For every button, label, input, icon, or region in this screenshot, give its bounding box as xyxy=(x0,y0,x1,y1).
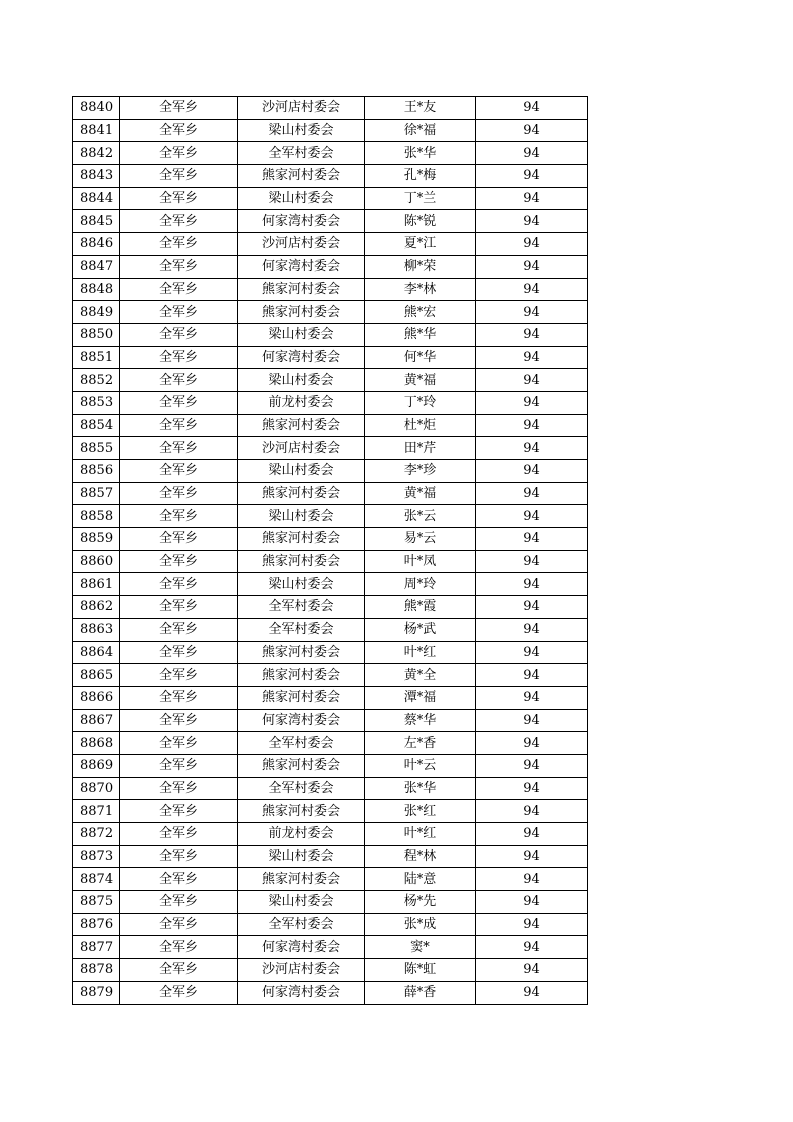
township-cell: 全军乡 xyxy=(120,800,238,823)
record-id-cell: 8876 xyxy=(73,913,120,936)
township-cell: 全军乡 xyxy=(120,686,238,709)
table-row xyxy=(73,959,588,982)
township-cell: 全军乡 xyxy=(120,913,238,936)
table-row xyxy=(73,754,588,777)
person-name-cell: 周*玲 xyxy=(365,573,476,596)
record-id-cell: 8851 xyxy=(73,346,120,369)
village-committee-cell: 熊家河村委会 xyxy=(238,664,365,687)
record-id-cell: 8845 xyxy=(73,210,120,233)
village-committee-cell: 何家湾村委会 xyxy=(238,936,365,959)
township-cell: 全军乡 xyxy=(120,550,238,573)
township-cell: 全军乡 xyxy=(120,346,238,369)
village-committee-cell: 梁山村委会 xyxy=(238,460,365,483)
score-cell: 94 xyxy=(476,936,588,959)
table-row xyxy=(73,732,588,755)
village-committee-cell: 熊家河村委会 xyxy=(238,301,365,324)
table-row xyxy=(73,323,588,346)
person-name-cell: 杜*炬 xyxy=(365,414,476,437)
person-name-cell: 熊*霞 xyxy=(365,596,476,619)
village-committee-cell: 何家湾村委会 xyxy=(238,255,365,278)
record-id-cell: 8878 xyxy=(73,959,120,982)
record-id-cell: 8848 xyxy=(73,278,120,301)
village-committee-cell: 何家湾村委会 xyxy=(238,210,365,233)
village-committee-cell: 梁山村委会 xyxy=(238,323,365,346)
record-id-cell: 8869 xyxy=(73,754,120,777)
village-committee-cell: 梁山村委会 xyxy=(238,119,365,142)
township-cell: 全军乡 xyxy=(120,573,238,596)
village-committee-cell: 熊家河村委会 xyxy=(238,800,365,823)
person-name-cell: 薛*香 xyxy=(365,981,476,1004)
table-row xyxy=(73,709,588,732)
township-cell: 全军乡 xyxy=(120,414,238,437)
person-name-cell: 张*云 xyxy=(365,505,476,528)
record-id-cell: 8875 xyxy=(73,891,120,914)
township-cell: 全军乡 xyxy=(120,641,238,664)
township-cell: 全军乡 xyxy=(120,596,238,619)
score-cell: 94 xyxy=(476,959,588,982)
person-name-cell: 叶*红 xyxy=(365,823,476,846)
table-row xyxy=(73,868,588,891)
table-row xyxy=(73,165,588,188)
score-cell: 94 xyxy=(476,732,588,755)
table-row xyxy=(73,187,588,210)
village-committee-cell: 熊家河村委会 xyxy=(238,165,365,188)
record-id-cell: 8870 xyxy=(73,777,120,800)
score-cell: 94 xyxy=(476,618,588,641)
score-cell: 94 xyxy=(476,913,588,936)
record-id-cell: 8863 xyxy=(73,618,120,641)
person-name-cell: 田*芹 xyxy=(365,437,476,460)
record-id-cell: 8864 xyxy=(73,641,120,664)
township-cell: 全军乡 xyxy=(120,528,238,551)
score-cell: 94 xyxy=(476,891,588,914)
township-cell: 全军乡 xyxy=(120,618,238,641)
table-row xyxy=(73,97,588,120)
record-id-cell: 8874 xyxy=(73,868,120,891)
village-committee-cell: 梁山村委会 xyxy=(238,891,365,914)
score-cell: 94 xyxy=(476,97,588,120)
score-cell: 94 xyxy=(476,119,588,142)
score-cell: 94 xyxy=(476,641,588,664)
village-committee-cell: 梁山村委会 xyxy=(238,505,365,528)
score-cell: 94 xyxy=(476,187,588,210)
village-committee-cell: 熊家河村委会 xyxy=(238,482,365,505)
table-row xyxy=(73,346,588,369)
village-committee-cell: 熊家河村委会 xyxy=(238,686,365,709)
village-committee-cell: 熊家河村委会 xyxy=(238,550,365,573)
record-id-cell: 8846 xyxy=(73,233,120,256)
score-cell: 94 xyxy=(476,868,588,891)
table-row xyxy=(73,528,588,551)
record-id-cell: 8855 xyxy=(73,437,120,460)
township-cell: 全军乡 xyxy=(120,460,238,483)
table-row xyxy=(73,142,588,165)
village-committee-cell: 全军村委会 xyxy=(238,596,365,619)
record-id-cell: 8862 xyxy=(73,596,120,619)
score-cell: 94 xyxy=(476,210,588,233)
township-cell: 全军乡 xyxy=(120,142,238,165)
table-row xyxy=(73,505,588,528)
village-committee-cell: 前龙村委会 xyxy=(238,391,365,414)
table-row xyxy=(73,777,588,800)
person-name-cell: 张*成 xyxy=(365,913,476,936)
score-cell: 94 xyxy=(476,233,588,256)
record-id-cell: 8841 xyxy=(73,119,120,142)
person-name-cell: 丁*玲 xyxy=(365,391,476,414)
data-table xyxy=(72,96,588,1005)
person-name-cell: 柳*荣 xyxy=(365,255,476,278)
township-cell: 全军乡 xyxy=(120,119,238,142)
score-cell: 94 xyxy=(476,323,588,346)
township-cell: 全军乡 xyxy=(120,732,238,755)
table-row xyxy=(73,936,588,959)
table-row xyxy=(73,573,588,596)
person-name-cell: 张*红 xyxy=(365,800,476,823)
person-name-cell: 黄*福 xyxy=(365,369,476,392)
table-row xyxy=(73,641,588,664)
township-cell: 全军乡 xyxy=(120,664,238,687)
score-cell: 94 xyxy=(476,664,588,687)
score-cell: 94 xyxy=(476,165,588,188)
table-row xyxy=(73,800,588,823)
township-cell: 全军乡 xyxy=(120,823,238,846)
village-committee-cell: 熊家河村委会 xyxy=(238,868,365,891)
table-row xyxy=(73,301,588,324)
person-name-cell: 叶*凤 xyxy=(365,550,476,573)
township-cell: 全军乡 xyxy=(120,165,238,188)
person-name-cell: 张*华 xyxy=(365,142,476,165)
score-cell: 94 xyxy=(476,800,588,823)
table-row xyxy=(73,119,588,142)
record-id-cell: 8866 xyxy=(73,686,120,709)
person-name-cell: 叶*红 xyxy=(365,641,476,664)
record-id-cell: 8842 xyxy=(73,142,120,165)
person-name-cell: 潭*福 xyxy=(365,686,476,709)
record-id-cell: 8879 xyxy=(73,981,120,1004)
village-committee-cell: 何家湾村委会 xyxy=(238,709,365,732)
table-row xyxy=(73,845,588,868)
person-name-cell: 窦* xyxy=(365,936,476,959)
village-committee-cell: 沙河店村委会 xyxy=(238,959,365,982)
score-cell: 94 xyxy=(476,437,588,460)
table-row xyxy=(73,391,588,414)
person-name-cell: 陈*锐 xyxy=(365,210,476,233)
township-cell: 全军乡 xyxy=(120,868,238,891)
record-id-cell: 8873 xyxy=(73,845,120,868)
score-cell: 94 xyxy=(476,573,588,596)
village-committee-cell: 梁山村委会 xyxy=(238,187,365,210)
record-id-cell: 8859 xyxy=(73,528,120,551)
township-cell: 全军乡 xyxy=(120,754,238,777)
record-id-cell: 8861 xyxy=(73,573,120,596)
village-committee-cell: 全军村委会 xyxy=(238,618,365,641)
person-name-cell: 熊*华 xyxy=(365,323,476,346)
score-cell: 94 xyxy=(476,142,588,165)
village-committee-cell: 熊家河村委会 xyxy=(238,414,365,437)
table-row xyxy=(73,233,588,256)
person-name-cell: 杨*武 xyxy=(365,618,476,641)
score-cell: 94 xyxy=(476,460,588,483)
township-cell: 全军乡 xyxy=(120,709,238,732)
table-row xyxy=(73,414,588,437)
table-row xyxy=(73,686,588,709)
village-committee-cell: 全军村委会 xyxy=(238,142,365,165)
township-cell: 全军乡 xyxy=(120,505,238,528)
person-name-cell: 王*友 xyxy=(365,97,476,120)
table-row xyxy=(73,278,588,301)
person-name-cell: 左*香 xyxy=(365,732,476,755)
village-committee-cell: 前龙村委会 xyxy=(238,823,365,846)
score-cell: 94 xyxy=(476,391,588,414)
score-cell: 94 xyxy=(476,505,588,528)
person-name-cell: 杨*先 xyxy=(365,891,476,914)
township-cell: 全军乡 xyxy=(120,369,238,392)
village-committee-cell: 熊家河村委会 xyxy=(238,641,365,664)
person-name-cell: 何*华 xyxy=(365,346,476,369)
village-committee-cell: 熊家河村委会 xyxy=(238,278,365,301)
score-cell: 94 xyxy=(476,301,588,324)
table-row xyxy=(73,913,588,936)
score-cell: 94 xyxy=(476,777,588,800)
person-name-cell: 陈*虹 xyxy=(365,959,476,982)
record-id-cell: 8853 xyxy=(73,391,120,414)
table-row xyxy=(73,482,588,505)
township-cell: 全军乡 xyxy=(120,845,238,868)
village-committee-cell: 熊家河村委会 xyxy=(238,528,365,551)
score-cell: 94 xyxy=(476,754,588,777)
person-name-cell: 张*华 xyxy=(365,777,476,800)
record-id-cell: 8871 xyxy=(73,800,120,823)
person-name-cell: 夏*江 xyxy=(365,233,476,256)
township-cell: 全军乡 xyxy=(120,936,238,959)
village-committee-cell: 全军村委会 xyxy=(238,777,365,800)
table-row xyxy=(73,981,588,1004)
score-cell: 94 xyxy=(476,550,588,573)
score-cell: 94 xyxy=(476,369,588,392)
record-id-cell: 8856 xyxy=(73,460,120,483)
record-id-cell: 8877 xyxy=(73,936,120,959)
record-id-cell: 8852 xyxy=(73,369,120,392)
township-cell: 全军乡 xyxy=(120,323,238,346)
person-name-cell: 熊*宏 xyxy=(365,301,476,324)
record-id-cell: 8849 xyxy=(73,301,120,324)
table-row xyxy=(73,891,588,914)
township-cell: 全军乡 xyxy=(120,97,238,120)
village-committee-cell: 沙河店村委会 xyxy=(238,233,365,256)
score-cell: 94 xyxy=(476,255,588,278)
score-cell: 94 xyxy=(476,823,588,846)
record-id-cell: 8865 xyxy=(73,664,120,687)
table-row xyxy=(73,210,588,233)
record-id-cell: 8872 xyxy=(73,823,120,846)
village-committee-cell: 全军村委会 xyxy=(238,913,365,936)
table-row xyxy=(73,437,588,460)
record-id-cell: 8857 xyxy=(73,482,120,505)
person-name-cell: 丁*兰 xyxy=(365,187,476,210)
record-id-cell: 8843 xyxy=(73,165,120,188)
record-id-cell: 8868 xyxy=(73,732,120,755)
record-id-cell: 8858 xyxy=(73,505,120,528)
township-cell: 全军乡 xyxy=(120,482,238,505)
table-row xyxy=(73,550,588,573)
person-name-cell: 李*林 xyxy=(365,278,476,301)
record-id-cell: 8867 xyxy=(73,709,120,732)
person-name-cell: 叶*云 xyxy=(365,754,476,777)
record-id-cell: 8860 xyxy=(73,550,120,573)
village-committee-cell: 沙河店村委会 xyxy=(238,97,365,120)
township-cell: 全军乡 xyxy=(120,255,238,278)
village-committee-cell: 梁山村委会 xyxy=(238,369,365,392)
township-cell: 全军乡 xyxy=(120,210,238,233)
score-cell: 94 xyxy=(476,346,588,369)
person-name-cell: 徐*福 xyxy=(365,119,476,142)
village-committee-cell: 沙河店村委会 xyxy=(238,437,365,460)
table-row xyxy=(73,369,588,392)
table-row xyxy=(73,664,588,687)
village-committee-cell: 梁山村委会 xyxy=(238,845,365,868)
score-cell: 94 xyxy=(476,278,588,301)
township-cell: 全军乡 xyxy=(120,981,238,1004)
person-name-cell: 蔡*华 xyxy=(365,709,476,732)
table-row xyxy=(73,255,588,278)
table-row xyxy=(73,596,588,619)
score-cell: 94 xyxy=(476,596,588,619)
table-row xyxy=(73,618,588,641)
township-cell: 全军乡 xyxy=(120,278,238,301)
record-id-cell: 8850 xyxy=(73,323,120,346)
record-id-cell: 8844 xyxy=(73,187,120,210)
person-name-cell: 李*珍 xyxy=(365,460,476,483)
township-cell: 全军乡 xyxy=(120,437,238,460)
township-cell: 全军乡 xyxy=(120,891,238,914)
table-row xyxy=(73,823,588,846)
village-committee-cell: 全军村委会 xyxy=(238,732,365,755)
score-cell: 94 xyxy=(476,482,588,505)
score-cell: 94 xyxy=(476,709,588,732)
score-cell: 94 xyxy=(476,528,588,551)
township-cell: 全军乡 xyxy=(120,187,238,210)
table-row xyxy=(73,460,588,483)
person-name-cell: 黄*全 xyxy=(365,664,476,687)
township-cell: 全军乡 xyxy=(120,391,238,414)
table-body xyxy=(73,97,588,1005)
person-name-cell: 程*林 xyxy=(365,845,476,868)
score-cell: 94 xyxy=(476,845,588,868)
township-cell: 全军乡 xyxy=(120,233,238,256)
village-committee-cell: 何家湾村委会 xyxy=(238,981,365,1004)
person-name-cell: 陆*意 xyxy=(365,868,476,891)
village-committee-cell: 梁山村委会 xyxy=(238,573,365,596)
record-id-cell: 8854 xyxy=(73,414,120,437)
score-cell: 94 xyxy=(476,981,588,1004)
village-committee-cell: 何家湾村委会 xyxy=(238,346,365,369)
township-cell: 全军乡 xyxy=(120,959,238,982)
township-cell: 全军乡 xyxy=(120,777,238,800)
person-name-cell: 易*云 xyxy=(365,528,476,551)
person-name-cell: 黄*福 xyxy=(365,482,476,505)
record-id-cell: 8847 xyxy=(73,255,120,278)
score-cell: 94 xyxy=(476,414,588,437)
township-cell: 全军乡 xyxy=(120,301,238,324)
person-name-cell: 孔*梅 xyxy=(365,165,476,188)
score-cell: 94 xyxy=(476,686,588,709)
record-id-cell: 8840 xyxy=(73,97,120,120)
village-committee-cell: 熊家河村委会 xyxy=(238,754,365,777)
